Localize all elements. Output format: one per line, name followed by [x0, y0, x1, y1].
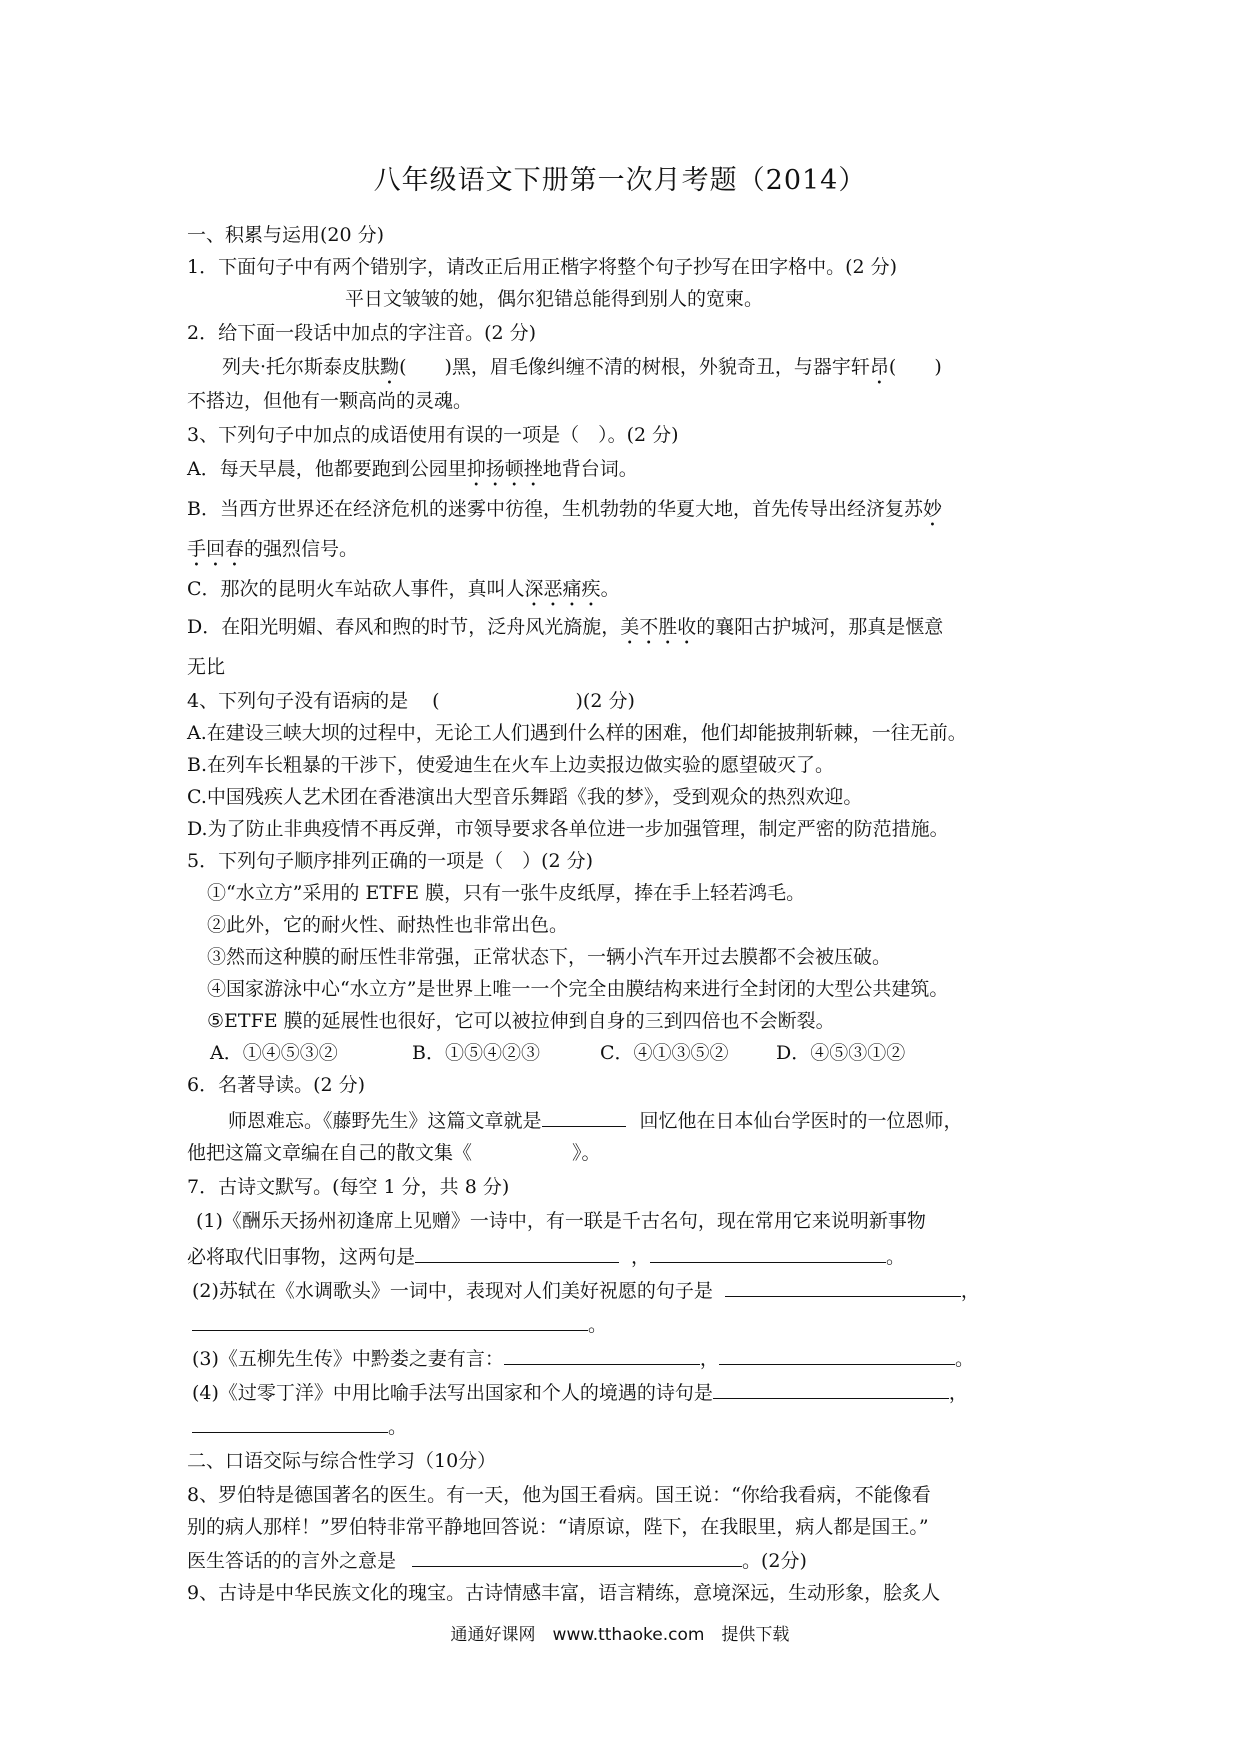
question-5-option-c: C．④①③⑤②	[600, 1042, 729, 1064]
question-5-sentence-2: ②此外，它的耐火性、耐热性也非常出色。	[207, 914, 569, 936]
question-4-option-c: C.中国残疾人艺术团在香港演出大型音乐舞蹈《我的梦》，受到观众的热烈欢迎。	[187, 786, 863, 808]
question-4: 4、下列句子没有语病的是 ( )(2 分)	[187, 690, 635, 712]
dotted-char: 黝	[380, 356, 400, 378]
question-3-option-d-line-1: D．在阳光明媚、春风和煦的时节，泛舟风光旖旎，美不胜收的襄阳古护城河，那真是惬意	[187, 616, 944, 638]
question-7-part-4-line-2: 。	[192, 1412, 407, 1440]
question-6-line-2: 他把这篇文章编在自己的散文集《 》。	[187, 1142, 601, 1164]
page-title: 八年级语文下册第一次月考题（2014）	[373, 165, 867, 196]
answer-blank[interactable]	[725, 1276, 961, 1297]
question-5-sentence-4: ④国家游泳中心“水立方”是世界上唯一一个完全由膜结构来进行全封闭的大型公共建筑。	[207, 978, 949, 1000]
question-5-sentence-1: ①“水立方”采用的 ETFE 膜，只有一张牛皮纸厚，捧在手上轻若鸿毛。	[207, 882, 806, 904]
answer-blank[interactable]	[192, 1412, 388, 1433]
question-7-part-4-line-1: (4)《过零丁洋》中用比喻手法写出国家和个人的境遇的诗句是 ，	[192, 1378, 968, 1406]
question-6-line-1: 师恩难忘。《藤野先生》这篇文章就是 回忆他在日本仙台学医时的一位恩师，	[228, 1106, 963, 1134]
question-5-sentence-5: ⑤ETFE 膜的延展性也很好，它可以被拉伸到自身的三到四倍也不会断裂。	[207, 1010, 835, 1032]
question-7-part-3: (3)《五柳先生传》中黔娄之妻有言： ， 。	[192, 1344, 974, 1372]
question-4-option-d: D.为了防止非典疫情不再反弹，市领导要求各单位进一步加强管理，制定严密的防范措施。	[187, 818, 949, 840]
answer-blank[interactable]	[504, 1344, 700, 1365]
answer-blank[interactable]	[192, 1310, 588, 1331]
answer-blank[interactable]	[542, 1106, 626, 1127]
answer-blank[interactable]	[415, 1242, 619, 1263]
question-8-line-2: 别的病人那样！”罗伯特非常平静地回答说：“请原谅，陛下，在我眼里，病人都是国王。”	[187, 1516, 929, 1538]
question-1-sentence: 平日文皱皱的她，偶尔犯错总能得到别人的宽柬。	[345, 288, 764, 310]
question-7-part-1-line-1: (1)《酬乐天扬州初逢席上见赠》一诗中，有一联是千古名句，现在常用它来说明新事物	[196, 1210, 926, 1232]
question-9-line-1: 9、古诗是中华民族文化的瑰宝。古诗情感丰富，语言精练，意境深远，生动形象，脍炙人	[187, 1582, 941, 1604]
footer-watermark: 通通好课网 www.tthaoke.com 提供下载	[450, 1625, 790, 1645]
question-8-line-1: 8、罗伯特是德国著名的医生。有一天，他为国王看病。国王说：“你给我看病，不能像看	[187, 1484, 931, 1506]
question-4-option-a: A.在建设三峡大坝的过程中，无论工人们遇到什么样的困难，他们却能披荆斩棘，一往无前。	[187, 722, 967, 744]
question-3-option-c: C．那次的昆明火车站砍人事件，真叫人深恶痛疾。	[187, 578, 620, 600]
question-3-option-b-line-1: B．当西方世界还在经济危机的迷雾中彷徨，生机勃勃的华夏大地，首先传导出经济复苏妙	[187, 498, 942, 520]
question-3-option-b-line-2: 手回春的强烈信号。	[187, 538, 359, 560]
question-5-sentence-3: ③然而这种膜的耐压性非常强，正常状态下，一辆小汽车开过去膜都不会被压破。	[207, 946, 892, 968]
question-7: 7．古诗文默写。(每空 1 分，共 8 分)	[187, 1176, 510, 1198]
answer-blank[interactable]	[713, 1378, 949, 1399]
question-2-line-1: 列夫·托尔斯泰皮肤黝( )黑，眉毛像纠缠不清的树根，外貌奇丑，与器宇轩昂( )	[222, 356, 942, 378]
section-1-heading: 一、积累与运用(20 分)	[187, 224, 385, 246]
question-6: 6．名著导读。(2 分)	[187, 1074, 366, 1096]
answer-blank[interactable]	[719, 1344, 955, 1365]
question-5-option-d: D．④⑤③①②	[776, 1042, 906, 1064]
answer-blank[interactable]	[412, 1546, 742, 1567]
question-7-part-1-line-2: 必将取代旧事物，这两句是 ， 。	[187, 1242, 905, 1270]
answer-blank[interactable]	[650, 1242, 886, 1263]
question-5: 5．下列句子顺序排列正确的一项是（ ）(2 分)	[187, 850, 594, 872]
question-7-part-2-line-2: 。	[192, 1310, 607, 1338]
dotted-char: 昂	[869, 356, 889, 378]
question-5-option-a: A．①④⑤③②	[210, 1042, 338, 1064]
question-3: 3、下列句子中加点的成语使用有误的一项是（ ）。(2 分)	[187, 424, 679, 446]
question-2: 2．给下面一段话中加点的字注音。(2 分)	[187, 322, 537, 344]
question-4-option-b: B.在列车长粗暴的干涉下，使爱迪生在火车上边卖报边做实验的愿望破灭了。	[187, 754, 835, 776]
question-7-part-2-line-1: (2)苏轼在《水调歌头》一词中，表现对人们美好祝愿的句子是 ，	[192, 1276, 980, 1304]
question-2-line-2: 不搭边，但他有一颗高尚的灵魂。	[187, 390, 473, 412]
question-3-option-a: A．每天早晨，他都要跑到公园里抑扬顿挫地背台词。	[187, 458, 638, 480]
question-5-option-b: B．①⑤④②③	[412, 1042, 540, 1064]
question-3-option-d-line-2: 无比	[187, 656, 226, 678]
question-8-line-3: 医生答话的的言外之意是 。(2分)	[187, 1546, 807, 1574]
question-1: 1．下面句子中有两个错别字，请改正后用正楷字将整个句子抄写在田字格中。(2 分)	[187, 256, 898, 278]
section-2-heading: 二、口语交际与综合性学习（10分）	[187, 1450, 497, 1472]
